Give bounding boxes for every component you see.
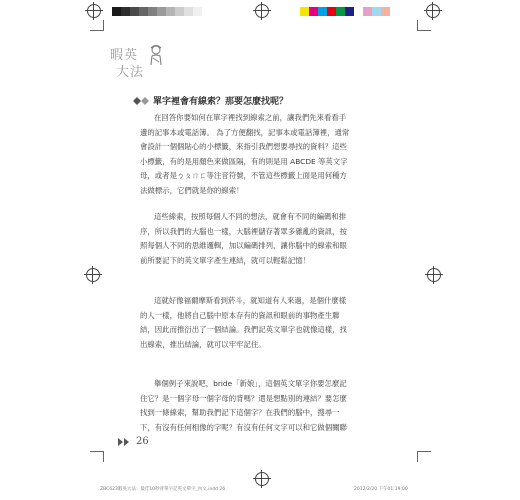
paragraph-line: 母，或者是ㄅㄆㄇㄈ等注音符號，不管這些標籤上面是用何種方 [140,171,347,181]
registration-mark-left [84,266,102,284]
page-number-text: 26 [136,436,149,447]
paragraph-line: 舉個例子來說吧，bride「新娘」，這個英文單字你要怎麼記 [154,379,347,388]
color-swatch [175,7,184,16]
crop-mark [103,451,104,462]
color-swatch [193,7,202,16]
section-heading-text: 單字裡會有線索？那要怎麼找呢？ [153,97,289,107]
color-swatch [184,7,193,16]
gray-scale-bar [112,7,202,16]
paragraph-2 [140,210,395,268]
logo-line-1: 暇英 [110,48,139,63]
paragraph-line: 找到一條線索，幫助我們記下這個字？在我們的腦中，搜尋一 [140,408,340,418]
section-heading [133,94,288,107]
crop-mark [417,30,431,31]
crop-mark [417,20,418,31]
crop-mark [417,451,431,452]
color-swatch [354,7,363,16]
paragraph-line: 照每個人不同的思維邏輯，加以編碼排列，讓你腦中的線索和眼 [140,241,347,251]
color-swatch [336,7,345,16]
double-arrow-icon [118,438,132,446]
mascot-icon [147,44,165,66]
diamond-bullet-icon [133,97,149,105]
color-swatch [130,7,139,16]
paragraph-line: 下，有沒有任何相像的字呢？有沒有任何文字可以和它做個關聯 [140,422,347,432]
registration-mark-top-left [85,2,103,20]
color-swatch [148,7,157,16]
color-swatch [390,7,399,16]
footer-timestamp: 2012/2/20 下午01:19:00 [354,487,408,492]
color-swatch [166,7,175,16]
color-calibration-bar [300,7,399,16]
color-swatch [139,7,148,16]
paragraph-line: 出線索，推出結論，就可以牢牢記住。 [140,339,266,349]
logo-line-2: 大法 [116,65,145,80]
color-swatch [345,7,354,16]
color-swatch [157,7,166,16]
color-swatch [363,7,372,16]
page-number [118,436,149,447]
paragraph-line: 結，因此而推衍出了一個結論。我們記英文單字也就像這樣，找 [140,325,347,335]
color-swatch [309,7,318,16]
color-swatch [112,7,121,16]
registration-mark-bottom [253,470,271,488]
registration-mark-top-right [424,2,442,20]
paragraph-line: 這就好像福爾摩斯看到菸斗，就知道有人來過，是個什麼樣 [154,296,347,305]
crop-mark [417,451,418,462]
paragraph-line: 會設計一個個貼心的小標籤，來指引我們想要尋找的資料？這些 [140,142,347,152]
color-swatch [318,7,327,16]
registration-mark-top-center [253,2,271,20]
paragraph-line: 邊的記事本或電話簿。 為了方便翻找，記事本或電話簿裡，通常 [140,127,350,137]
registration-mark-right [425,266,443,284]
crop-mark [103,20,104,31]
color-swatch [372,7,381,16]
color-swatch [121,7,130,16]
paragraph-line: 序，所以我們的大腦也一樣，大腦裡儲存著眾多雜亂的資訊，按 [140,226,347,236]
paragraph-4 [140,377,395,435]
paragraph-line: 的人一樣，他將自己腦中原本存有的資訊和眼前的事物產生聯 [140,310,340,320]
crop-mark [90,30,104,31]
paragraph-3 [140,294,395,352]
paragraph-line: 法做標示，它們就是你的線索！ [140,185,244,195]
footer-file-info: ZBC623暇英大法：最佳10秒背單字記英文單字_內文.indd 26 [100,487,226,492]
paragraph-line: 小標籤，有的是用顏色來做區隔，有的則是用 ABCDE 等英文字 [140,156,348,166]
color-swatch [381,7,390,16]
paragraph-line: 在回答你要如何在單字裡找到線索之前，讓我們先來看看手 [154,113,347,122]
book-logo [110,44,144,80]
color-swatch [300,7,309,16]
color-swatch [327,7,336,16]
paragraph-line: 前所要記下的英文單字產生連結，就可以輕鬆記憶！ [140,255,310,265]
paragraph-1 [140,111,395,199]
paragraph-line: 住它？是一個字母一個字母的背嗎？還是想點別的連結？要怎麼 [140,393,347,403]
crop-mark [90,451,104,452]
paragraph-line: 這些線索，按照每個人不同的想法，就會有不同的編碼和排 [154,212,347,221]
